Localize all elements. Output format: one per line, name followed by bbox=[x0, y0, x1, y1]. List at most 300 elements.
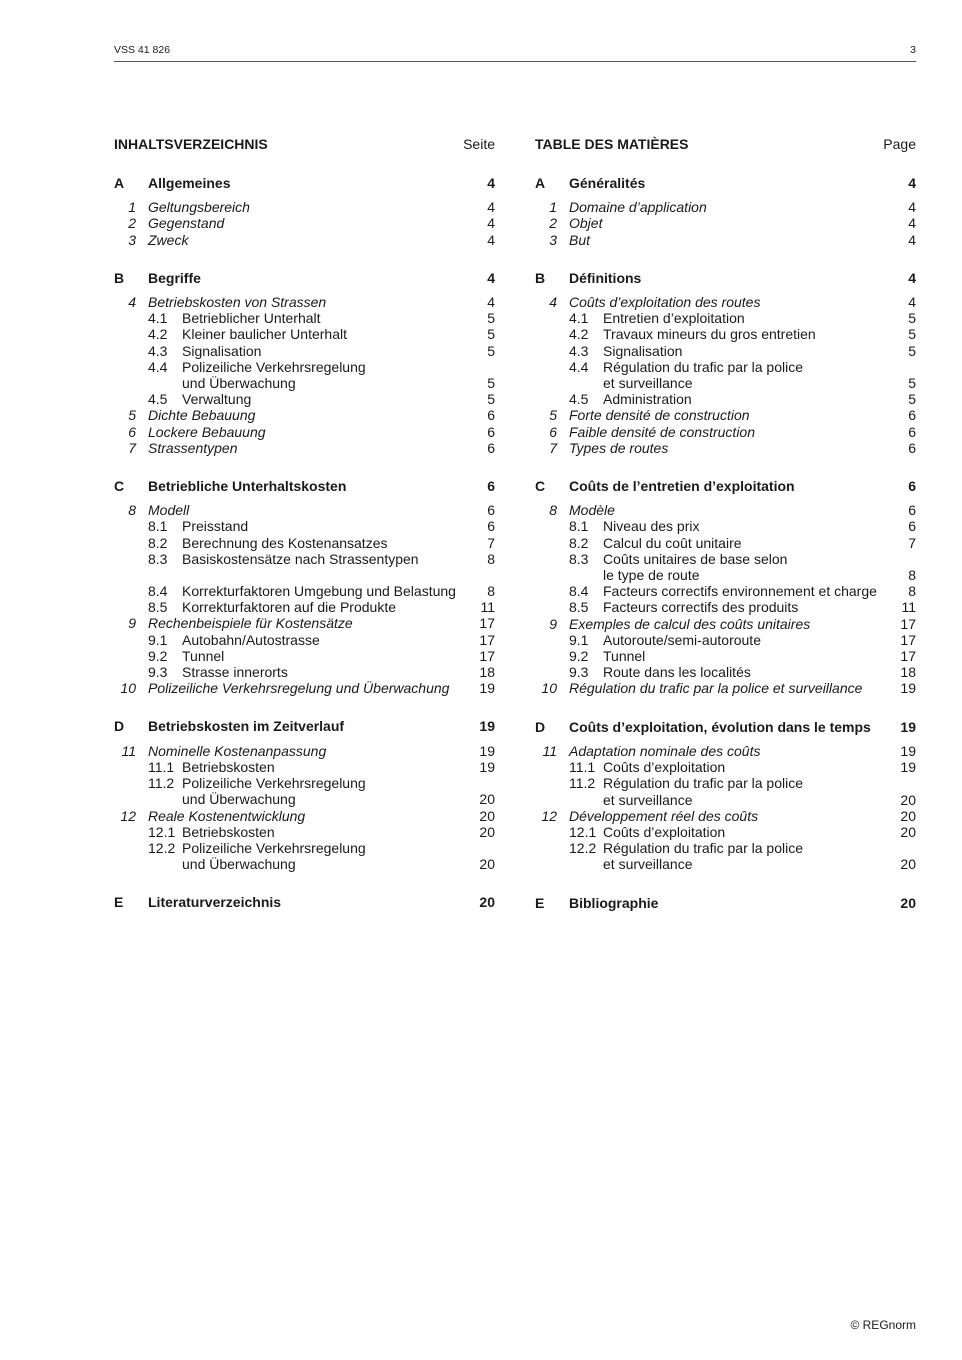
entry-page: 5 bbox=[908, 310, 916, 327]
entry-text: Tunnel bbox=[182, 647, 225, 664]
entry-page: 20 bbox=[479, 823, 495, 840]
toc-entry bbox=[535, 359, 916, 375]
entry-text: Basiskostensätze nach Strassentypen bbox=[182, 550, 419, 567]
toc-body bbox=[535, 175, 916, 911]
document-id: VSS 41 826 bbox=[114, 44, 171, 56]
toc-entry bbox=[535, 775, 916, 791]
entry-number: 6 bbox=[549, 423, 557, 440]
toc-entry bbox=[114, 232, 495, 248]
toc-entry bbox=[535, 743, 916, 759]
entry-page: 17 bbox=[900, 615, 916, 632]
entry-text: Entretien d’exploitation bbox=[603, 310, 745, 327]
entry-page: 17 bbox=[900, 648, 916, 665]
toc-french bbox=[535, 135, 916, 919]
entry-page: 5 bbox=[487, 310, 495, 327]
entry-text: Strasse innerorts bbox=[182, 664, 288, 681]
toc-entry bbox=[114, 856, 495, 872]
entry-number: 8.1 bbox=[569, 518, 589, 535]
entry-number: 8.3 bbox=[148, 550, 168, 567]
toc-entry bbox=[535, 518, 916, 534]
entry-number: 6 bbox=[128, 423, 136, 440]
entry-text: Coûts d’exploitation des routes bbox=[569, 294, 761, 311]
section-heading bbox=[535, 895, 916, 911]
entry-text: Autoroute/semi-autoroute bbox=[603, 631, 761, 648]
entry-text: Faible densité de construction bbox=[569, 423, 755, 440]
toc-heading bbox=[114, 135, 495, 153]
toc-entry bbox=[114, 583, 495, 599]
entry-text: Signalisation bbox=[182, 342, 262, 359]
entry-page: 6 bbox=[487, 407, 495, 424]
section-heading bbox=[535, 175, 916, 191]
entry-text: Zweck bbox=[148, 231, 189, 248]
section-letter: E bbox=[114, 894, 124, 911]
entry-number: 7 bbox=[128, 439, 136, 456]
entry-number: 8.2 bbox=[569, 534, 589, 551]
entry-page: 19 bbox=[479, 742, 495, 759]
toc-page-label: Page bbox=[883, 136, 916, 152]
toc-entry bbox=[535, 759, 916, 775]
entry-page: 18 bbox=[900, 664, 916, 681]
entry-text: Korrekturfaktoren auf die Produkte bbox=[182, 599, 397, 616]
toc-entry bbox=[535, 551, 916, 567]
entry-text: Niveau des prix bbox=[603, 518, 700, 535]
entry-text: et surveillance bbox=[603, 856, 693, 873]
toc-entry bbox=[114, 199, 495, 215]
section-page: 20 bbox=[479, 894, 495, 911]
toc-entry bbox=[114, 294, 495, 310]
entry-text: le type de route bbox=[603, 567, 700, 584]
entry-text: Reale Kostenentwicklung bbox=[148, 807, 306, 824]
entry-number: 12.1 bbox=[148, 823, 176, 840]
entry-text: Régulation du trafic par la police et surveillance bbox=[569, 680, 863, 697]
entry-text: Berechnung des Kostenansatzes bbox=[182, 534, 388, 551]
entry-text: Forte densité de construction bbox=[569, 407, 750, 424]
entry-number: 8.3 bbox=[569, 550, 589, 567]
toc-entry bbox=[535, 567, 916, 583]
section-title: Begriffe bbox=[148, 269, 201, 286]
toc-entry bbox=[535, 599, 916, 615]
section-letter: B bbox=[535, 269, 546, 286]
entry-text: Betriebskosten bbox=[182, 758, 275, 775]
entry-text: Facteurs correctifs environnement et charge bbox=[603, 583, 877, 600]
entry-text: Betriebskosten von Strassen bbox=[148, 294, 327, 311]
entry-page: 5 bbox=[487, 342, 495, 359]
section-letter: D bbox=[535, 718, 546, 735]
toc-section bbox=[535, 478, 916, 697]
entry-page: 20 bbox=[900, 791, 916, 808]
entry-text: und Überwachung bbox=[182, 791, 296, 808]
entry-page: 8 bbox=[908, 567, 916, 584]
toc-entry bbox=[114, 615, 495, 631]
entry-page: 4 bbox=[908, 215, 916, 232]
entry-page: 6 bbox=[487, 439, 495, 456]
toc-entry bbox=[114, 391, 495, 407]
toc-entry bbox=[114, 680, 495, 696]
entry-text: Dichte Bebauung bbox=[148, 407, 256, 424]
entry-page: 4 bbox=[487, 215, 495, 232]
toc-entry bbox=[114, 343, 495, 359]
entry-number: 10 bbox=[120, 680, 136, 697]
section-letter: A bbox=[114, 175, 125, 191]
entry-text: Strassentypen bbox=[148, 439, 238, 456]
entry-number: 8.2 bbox=[148, 534, 168, 551]
entry-text: Facteurs correctifs des produits bbox=[603, 599, 799, 616]
entry-text: Développement réel des coûts bbox=[569, 807, 759, 824]
entry-text: Polizeiliche Verkehrsregelung bbox=[182, 839, 366, 856]
entry-text: et surveillance bbox=[603, 791, 693, 808]
toc-entry bbox=[535, 343, 916, 359]
entry-number: 4.3 bbox=[148, 342, 168, 359]
section-page: 6 bbox=[908, 478, 916, 495]
entry-text: Route dans les localités bbox=[603, 664, 751, 681]
entry-number: 11.2 bbox=[148, 775, 175, 792]
entry-number: 5 bbox=[128, 407, 136, 424]
entry-text: Rechenbeispiele für Kostensätze bbox=[148, 615, 353, 632]
entry-number: 8.5 bbox=[148, 599, 168, 616]
section-letter: B bbox=[114, 269, 125, 286]
entry-text: Coûts d’exploitation bbox=[603, 823, 726, 840]
toc-section bbox=[114, 478, 495, 696]
toc-entry bbox=[535, 824, 916, 840]
section-title: Bibliographie bbox=[569, 894, 659, 911]
section-title: Allgemeines bbox=[148, 175, 231, 191]
toc-entry bbox=[535, 391, 916, 407]
entry-number: 10 bbox=[541, 680, 557, 697]
entry-page: 17 bbox=[900, 631, 916, 648]
entry-page: 17 bbox=[479, 631, 495, 648]
entry-number: 9.1 bbox=[148, 631, 168, 648]
entry-text: Polizeiliche Verkehrsregelung und Überwachung bbox=[148, 680, 450, 697]
section-page: 19 bbox=[479, 718, 495, 735]
entry-page: 5 bbox=[487, 326, 495, 343]
toc-heading bbox=[535, 135, 916, 153]
toc-entry bbox=[535, 294, 916, 310]
entry-text: Verwaltung bbox=[182, 391, 252, 408]
toc-entry bbox=[114, 632, 495, 648]
section-letter: C bbox=[114, 478, 125, 495]
entry-number: 4.1 bbox=[569, 310, 589, 327]
entry-page: 19 bbox=[900, 759, 916, 776]
entry-number: 12 bbox=[120, 807, 136, 824]
entry-text: Domaine d’application bbox=[569, 199, 707, 216]
section-title: Coûts de l’entretien d’exploitation bbox=[569, 478, 795, 495]
entry-number: 9 bbox=[549, 615, 557, 632]
toc-section bbox=[114, 718, 495, 872]
entry-text: Polizeiliche Verkehrsregelung bbox=[182, 358, 366, 375]
toc-german bbox=[114, 135, 495, 919]
entry-text: Modèle bbox=[569, 502, 615, 519]
copyright-footer: © REGnorm bbox=[850, 1318, 916, 1332]
section-page: 4 bbox=[487, 175, 495, 191]
toc-entry bbox=[535, 856, 916, 872]
entry-number: 9.2 bbox=[569, 648, 589, 665]
entry-text: Betriebskosten bbox=[182, 823, 275, 840]
toc-entry bbox=[535, 664, 916, 680]
toc-entry bbox=[535, 310, 916, 326]
toc-entry bbox=[535, 808, 916, 824]
section-heading bbox=[535, 478, 916, 494]
entry-number: 3 bbox=[128, 231, 136, 248]
toc-entry bbox=[535, 215, 916, 231]
entry-text: und Überwachung bbox=[182, 375, 296, 392]
section-page: 19 bbox=[900, 718, 916, 735]
toc-entry bbox=[535, 375, 916, 391]
section-title: Définitions bbox=[569, 269, 642, 286]
toc-entry bbox=[114, 215, 495, 231]
entry-page: 17 bbox=[479, 647, 495, 664]
entry-page: 7 bbox=[908, 534, 916, 551]
entry-text: Adaptation nominale des coûts bbox=[569, 742, 761, 759]
entry-text: und Überwachung bbox=[182, 856, 296, 873]
entry-text: Kleiner baulicher Unterhalt bbox=[182, 326, 347, 343]
section-title: Généralités bbox=[569, 175, 646, 191]
toc-entry bbox=[535, 648, 916, 664]
entry-text: Travaux mineurs du gros entretien bbox=[603, 326, 816, 343]
section-heading bbox=[114, 718, 495, 734]
entry-number: 4.2 bbox=[148, 326, 168, 343]
toc-entry bbox=[535, 535, 916, 551]
toc-entry bbox=[114, 326, 495, 342]
entry-number: 5 bbox=[549, 407, 557, 424]
section-heading bbox=[114, 894, 495, 910]
entry-number: 9.3 bbox=[569, 664, 589, 681]
toc-entry bbox=[114, 648, 495, 664]
entry-number: 3 bbox=[549, 231, 557, 248]
entry-number: 8.4 bbox=[148, 583, 168, 600]
toc-section bbox=[535, 270, 916, 456]
toc-entry bbox=[535, 407, 916, 423]
toc-entry bbox=[535, 792, 916, 808]
section-heading bbox=[535, 719, 916, 735]
entry-page: 5 bbox=[908, 391, 916, 408]
entry-text: Coûts d’exploitation bbox=[603, 759, 726, 776]
entry-page: 19 bbox=[479, 680, 495, 697]
toc-entry bbox=[535, 326, 916, 342]
entry-text: Geltungsbereich bbox=[148, 199, 250, 216]
entry-text: Polizeiliche Verkehrsregelung bbox=[182, 775, 366, 792]
entry-number: 4 bbox=[549, 294, 557, 311]
toc-entry bbox=[535, 502, 916, 518]
toc-entry bbox=[535, 632, 916, 648]
toc-entry bbox=[535, 583, 916, 599]
entry-number: 2 bbox=[128, 215, 136, 232]
section-heading bbox=[114, 270, 495, 286]
entry-text: Betrieblicher Unterhalt bbox=[182, 310, 321, 327]
entry-page: 17 bbox=[479, 615, 495, 632]
toc-entry bbox=[114, 502, 495, 518]
section-letter: C bbox=[535, 478, 546, 495]
toc-entry bbox=[535, 232, 916, 248]
entry-page: 20 bbox=[900, 807, 916, 824]
toc-entry bbox=[114, 664, 495, 680]
section-title: Betriebliche Unterhaltskosten bbox=[148, 478, 347, 495]
entry-number: 11 bbox=[542, 742, 557, 759]
entry-text: Signalisation bbox=[603, 342, 683, 359]
entry-text: Régulation du trafic par la police bbox=[603, 775, 804, 792]
toc-entry bbox=[535, 424, 916, 440]
toc-entry bbox=[535, 616, 916, 632]
entry-number: 4.1 bbox=[148, 310, 168, 327]
entry-page: 5 bbox=[908, 342, 916, 359]
entry-page: 6 bbox=[908, 423, 916, 440]
entry-number: 9.2 bbox=[148, 647, 168, 664]
section-heading bbox=[114, 478, 495, 494]
entry-number: 9.3 bbox=[148, 664, 168, 681]
entry-text: Coûts unitaires de base selon bbox=[603, 550, 788, 567]
entry-page: 5 bbox=[487, 391, 495, 408]
entry-number: 11.1 bbox=[569, 759, 596, 776]
entry-page: 5 bbox=[487, 375, 495, 392]
toc-section bbox=[114, 894, 495, 910]
toc-section bbox=[535, 895, 916, 911]
section-title: Coûts d’exploitation, évolution dans le temps bbox=[569, 718, 871, 735]
toc-entry bbox=[114, 824, 495, 840]
entry-text: Autobahn/Autostrasse bbox=[182, 631, 320, 648]
entry-page: 4 bbox=[487, 294, 495, 311]
toc-page-label: Seite bbox=[463, 136, 495, 152]
entry-page: 4 bbox=[487, 231, 495, 248]
entry-text: Calcul du coût unitaire bbox=[603, 534, 742, 551]
entry-page: 6 bbox=[487, 423, 495, 440]
entry-text: Objet bbox=[569, 215, 603, 232]
entry-number: 12.1 bbox=[569, 823, 597, 840]
entry-page: 11 bbox=[901, 599, 916, 616]
entry-text: Gegenstand bbox=[148, 215, 225, 232]
toc-title: INHALTSVERZEICHNIS bbox=[114, 136, 268, 152]
entry-page: 20 bbox=[479, 791, 495, 808]
section-page: 4 bbox=[908, 175, 916, 191]
entry-text: et surveillance bbox=[603, 375, 693, 392]
toc-spacer bbox=[114, 567, 495, 583]
entry-number: 4 bbox=[128, 294, 136, 311]
toc-entry bbox=[535, 199, 916, 215]
section-page: 4 bbox=[908, 269, 916, 286]
entry-page: 4 bbox=[908, 199, 916, 216]
section-page: 6 bbox=[487, 478, 495, 495]
entry-number: 8.1 bbox=[148, 518, 168, 535]
section-page: 20 bbox=[900, 894, 916, 911]
toc-title: TABLE DES MATIÈRES bbox=[535, 136, 689, 152]
entry-number: 4.4 bbox=[148, 358, 168, 375]
entry-page: 8 bbox=[908, 583, 916, 600]
entry-number: 11.1 bbox=[148, 758, 175, 775]
entry-text: Régulation du trafic par la police bbox=[603, 840, 804, 857]
toc-entry bbox=[114, 407, 495, 423]
entry-number: 4.5 bbox=[148, 391, 168, 408]
entry-page: 6 bbox=[487, 502, 495, 519]
entry-page: 20 bbox=[900, 823, 916, 840]
toc-entry bbox=[114, 424, 495, 440]
entry-number: 1 bbox=[128, 199, 136, 216]
toc-section bbox=[535, 719, 916, 873]
entry-page: 11 bbox=[480, 599, 495, 616]
entry-number: 1 bbox=[549, 199, 557, 216]
section-title: Literaturverzeichnis bbox=[148, 894, 282, 911]
toc-entry bbox=[114, 310, 495, 326]
section-letter: D bbox=[114, 718, 125, 735]
entry-number: 11 bbox=[121, 742, 136, 759]
entry-page: 8 bbox=[487, 550, 495, 567]
entry-text: Preisstand bbox=[182, 518, 249, 535]
entry-page: 6 bbox=[908, 439, 916, 456]
entry-number: 8.5 bbox=[569, 599, 589, 616]
entry-number: 4.5 bbox=[569, 391, 589, 408]
toc-entry bbox=[535, 440, 916, 456]
entry-number: 12 bbox=[541, 807, 557, 824]
entry-page: 6 bbox=[487, 518, 495, 535]
entry-text: Tunnel bbox=[603, 648, 646, 665]
entry-page: 4 bbox=[908, 294, 916, 311]
toc-section bbox=[114, 270, 495, 456]
toc-entry bbox=[114, 775, 495, 791]
entry-page: 6 bbox=[908, 518, 916, 535]
entry-page: 19 bbox=[479, 758, 495, 775]
section-letter: E bbox=[535, 894, 545, 911]
section-heading bbox=[535, 270, 916, 286]
toc-entry bbox=[114, 359, 495, 375]
page-number: 3 bbox=[910, 44, 916, 56]
entry-page: 6 bbox=[908, 502, 916, 519]
entry-text: Lockere Bebauung bbox=[148, 423, 266, 440]
entry-text: Régulation du trafic par la police bbox=[603, 358, 804, 375]
toc-entry bbox=[114, 551, 495, 567]
entry-page: 18 bbox=[479, 664, 495, 681]
toc-entry bbox=[114, 375, 495, 391]
entry-page: 19 bbox=[900, 680, 916, 697]
entry-page: 5 bbox=[908, 375, 916, 392]
entry-page: 20 bbox=[479, 856, 495, 873]
toc-entry bbox=[114, 759, 495, 775]
entry-page: 20 bbox=[479, 807, 495, 824]
toc-entry bbox=[535, 840, 916, 856]
toc-entry bbox=[114, 791, 495, 807]
entry-number: 4.4 bbox=[569, 358, 589, 375]
entry-number: 9.1 bbox=[569, 631, 589, 648]
toc-entry bbox=[114, 440, 495, 456]
toc-body bbox=[114, 175, 495, 911]
entry-text: Modell bbox=[148, 502, 190, 519]
entry-number: 7 bbox=[549, 439, 557, 456]
toc-entry bbox=[114, 808, 495, 824]
entry-text: Exemples de calcul des coûts unitaires bbox=[569, 615, 811, 632]
toc-entry bbox=[114, 840, 495, 856]
entry-text: Korrekturfaktoren Umgebung und Belastung bbox=[182, 583, 456, 600]
entry-number: 2 bbox=[549, 215, 557, 232]
toc-entry bbox=[114, 599, 495, 615]
toc-section bbox=[535, 175, 916, 248]
toc-entry bbox=[535, 680, 916, 696]
entry-page: 5 bbox=[908, 326, 916, 343]
entry-text: Administration bbox=[603, 391, 692, 408]
entry-text: But bbox=[569, 231, 591, 248]
toc-entry bbox=[114, 518, 495, 534]
entry-number: 8 bbox=[128, 502, 136, 519]
section-page: 4 bbox=[487, 269, 495, 286]
entry-page: 4 bbox=[908, 231, 916, 248]
entry-text: Types de routes bbox=[569, 439, 669, 456]
entry-number: 8.4 bbox=[569, 583, 589, 600]
section-letter: A bbox=[535, 175, 546, 191]
entry-number: 12.2 bbox=[148, 839, 176, 856]
entry-number: 4.3 bbox=[569, 342, 589, 359]
page-header bbox=[114, 44, 916, 62]
entry-number: 4.2 bbox=[569, 326, 589, 343]
entry-page: 8 bbox=[487, 583, 495, 600]
entry-number: 8 bbox=[549, 502, 557, 519]
toc-section bbox=[114, 175, 495, 248]
toc-entry bbox=[114, 535, 495, 551]
entry-number: 11.2 bbox=[569, 775, 596, 792]
